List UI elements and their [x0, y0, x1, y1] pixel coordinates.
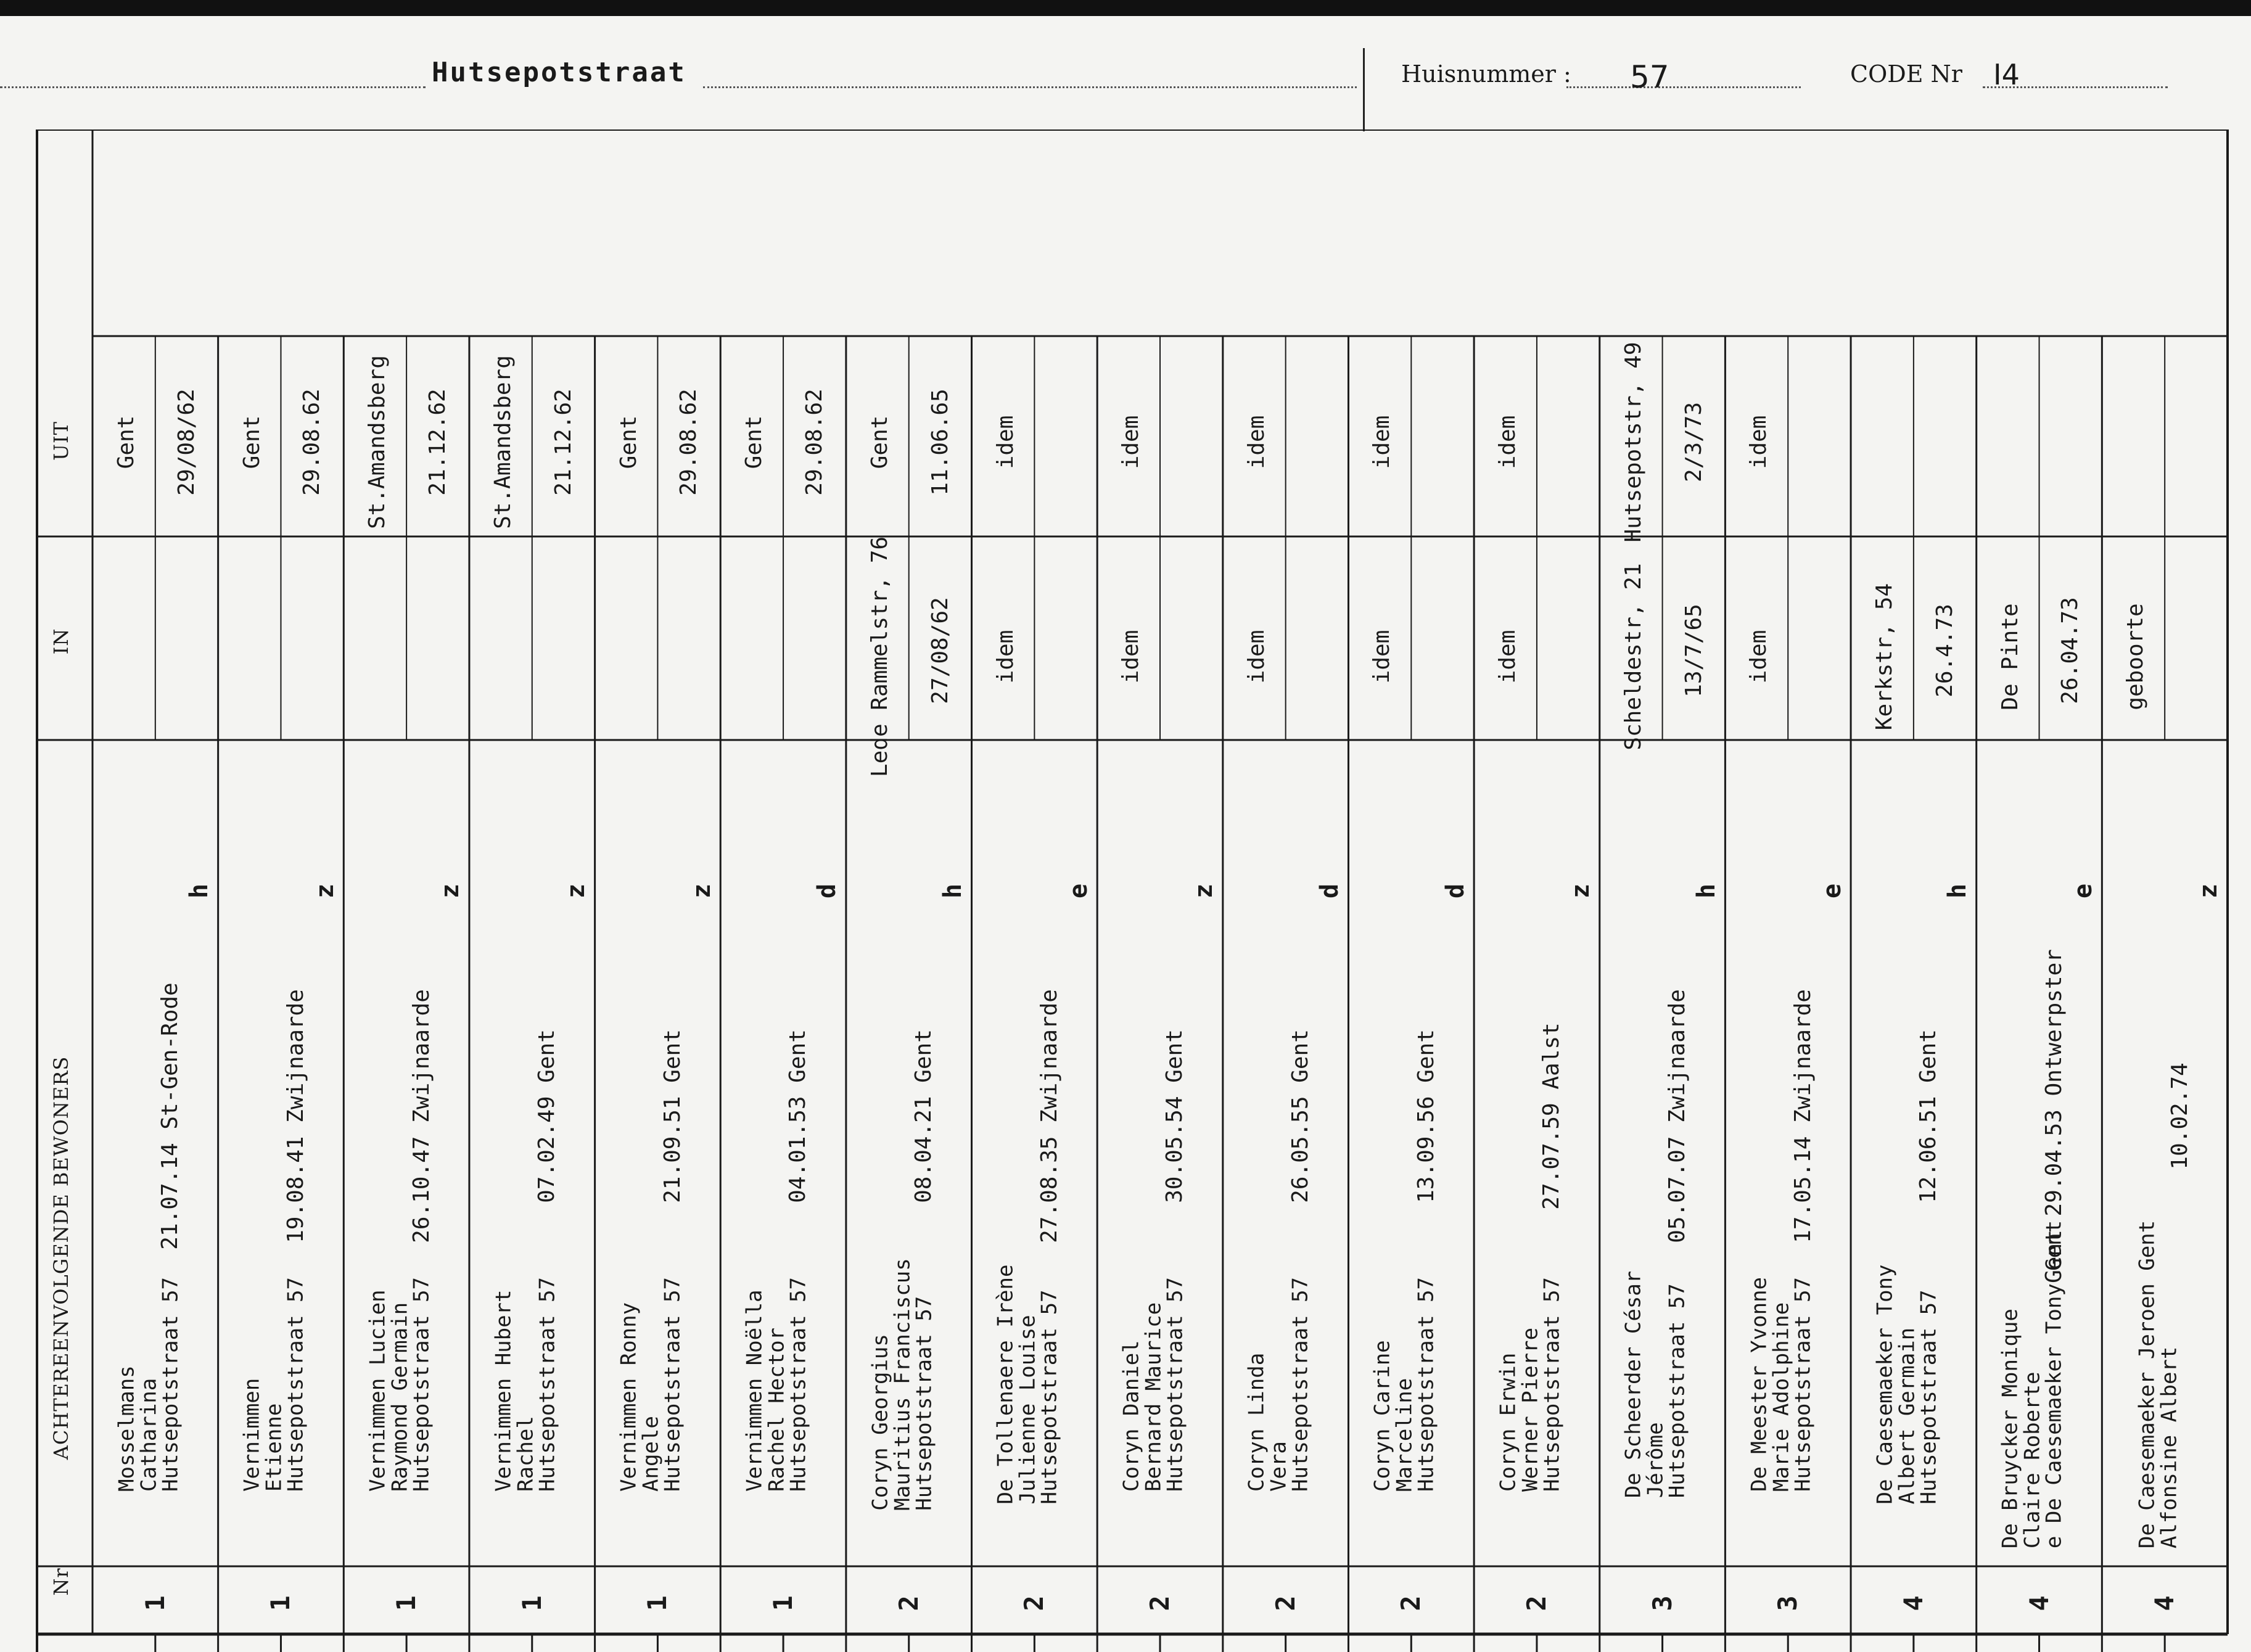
resident-sex: h	[1692, 883, 1721, 899]
resident-out-date: 29.08.62	[676, 388, 702, 496]
resident-name-line: Hutsepotstraat 57	[535, 1277, 560, 1492]
resident-name-line: Angele	[638, 1416, 664, 1492]
resident-name-block	[239, 1277, 309, 1492]
resident-out-place: idem	[992, 415, 1018, 469]
code-value: I4	[1993, 58, 2020, 91]
resident-sex: d	[1315, 883, 1344, 899]
resident-in-date: 26.4.73	[1932, 604, 1957, 697]
resident-name-line: Hutsepotstraat 57	[1916, 1289, 1941, 1505]
resident-name-line: Hutsepotstraat 57	[660, 1277, 686, 1492]
resident-sex: d	[813, 883, 842, 899]
resident-name-line: Hutsepotstraat 57	[1665, 1283, 1690, 1498]
resident-sex: z	[436, 883, 465, 899]
column-header-uit: UIT	[49, 421, 73, 461]
resident-sex: z	[310, 883, 339, 899]
resident-sex: z	[2194, 883, 2223, 899]
resident-name-line: Coryn Georgius	[867, 1334, 892, 1511]
resident-nr: 1	[265, 1595, 296, 1611]
resident-name-line: Bernard Maurice	[1140, 1302, 1166, 1492]
resident-name-line: Alfonsine Albert	[2156, 1346, 2181, 1549]
resident-birth: 04.01.53 Gent	[785, 1029, 811, 1203]
resident-name-line: Rachel Hector	[764, 1327, 789, 1492]
resident-out-place: Hutsepotstr, 49	[1620, 342, 1646, 543]
resident-sex: e	[1817, 883, 1846, 899]
resident-birth: 21.09.51 Gent	[659, 1029, 685, 1203]
resident-name-line: Coryn Carine	[1370, 1340, 1395, 1492]
resident-out-place: idem	[1369, 415, 1395, 469]
resident-in-place: geboorte	[2123, 603, 2149, 710]
resident-in-date: 26.04.73	[2057, 597, 2083, 704]
resident-name-line: De Caesemaeker Tony	[1872, 1264, 1898, 1505]
resident-in-place: Scheldestr, 21	[1620, 563, 1646, 750]
resident-nr: 4	[2149, 1595, 2180, 1611]
resident-name-line: De Bruycker Monique	[1998, 1309, 2023, 1549]
resident-name-block	[1246, 1277, 1312, 1492]
resident-name-block	[1497, 1277, 1563, 1492]
resident-sex: z	[562, 883, 591, 899]
resident-in-place: Lede Rammelstr, 76	[866, 536, 892, 778]
resident-name-line: Hutsepotstraat 57	[1790, 1277, 1816, 1492]
resident-name-line: Coryn Erwin	[1496, 1352, 1521, 1492]
resident-name-line: Marie Adolphine	[1769, 1302, 1794, 1492]
resident-in-place: Kerkstr, 54	[1872, 583, 1898, 731]
resident-name-line: Vernimmen Lucien	[365, 1289, 390, 1492]
resident-name-block	[1121, 1277, 1187, 1492]
resident-name-line: Coryn Daniel	[1119, 1340, 1144, 1492]
resident-name-block	[1749, 1277, 1815, 1492]
resident-birth: 27.07.59 Aalst	[1539, 1022, 1565, 1210]
resident-in-place: idem	[1243, 630, 1269, 684]
resident-birth: 13.09.56 Gent	[1413, 1029, 1439, 1203]
resident-name-line: Vernimmen Ronny	[616, 1302, 641, 1492]
resident-name-block	[116, 1277, 182, 1492]
resident-out-date: 21.12.62	[425, 388, 451, 496]
resident-name-line: Albert Germain	[1894, 1327, 1919, 1505]
resident-name-block	[493, 1277, 559, 1492]
resident-birth: 07.02.49 Gent	[534, 1029, 560, 1203]
resident-out-date: 29.08.62	[299, 388, 325, 496]
resident-birth: 05.07.07 Zwijnaarde	[1665, 989, 1690, 1243]
resident-birth: 12.06.51 Gent	[1916, 1029, 1941, 1203]
resident-out-place: Gent	[741, 415, 767, 469]
resident-name-block	[1623, 1271, 1689, 1498]
resident-name-block	[867, 1258, 937, 1511]
resident-name-line: Claire Roberte	[2020, 1371, 2045, 1549]
resident-in-place: De Pinte	[1997, 603, 2023, 710]
resident-in-place: idem	[1495, 630, 1521, 684]
resident-name-line: Vera	[1266, 1441, 1291, 1492]
resident-out-date: 29/08/62	[173, 388, 199, 496]
resident-name-line: Hutsepotstraat 57	[1414, 1277, 1439, 1492]
resident-name-line: Raymond Germain	[387, 1302, 413, 1492]
resident-in-date: 27/08/62	[927, 597, 953, 704]
resident-sex: h	[938, 883, 967, 899]
resident-sex: z	[1190, 883, 1219, 899]
resident-nr: 2	[1521, 1595, 1552, 1611]
resident-birth: 10.02.74	[2167, 1062, 2192, 1170]
card-header	[0, 37, 2251, 129]
resident-in-place: idem	[1746, 630, 1772, 684]
resident-out-place: Gent	[866, 415, 892, 469]
resident-birth: 30.05.54 Gent	[1162, 1029, 1188, 1203]
resident-birth: 21.07.14 St-Gen-Rode	[157, 982, 183, 1250]
resident-nr: 4	[2023, 1595, 2054, 1611]
resident-in-place: idem	[1118, 630, 1144, 684]
resident-name-line: Hutsepotstraat 57	[409, 1277, 434, 1492]
resident-birth: Gent 29.04.53 Ontwerpster	[2041, 949, 2067, 1283]
resident-sex: e	[1064, 883, 1093, 899]
resident-out-place: idem	[1495, 415, 1521, 469]
resident-nr: 4	[1898, 1595, 1928, 1611]
resident-name-line: Vernimmen Hubert	[491, 1289, 516, 1492]
header-separator	[1363, 48, 1365, 131]
house-number-dotted-line	[1566, 86, 1801, 88]
resident-in-place: idem	[992, 630, 1018, 684]
resident-nr: 1	[391, 1595, 422, 1611]
column-header-bewoners: ACHTEREENVOLGENDE BEWONERS	[49, 1056, 73, 1460]
resident-name-block	[995, 1265, 1061, 1505]
resident-out-place: Gent	[615, 415, 641, 469]
resident-birth: 19.08.41 Zwijnaarde	[283, 989, 309, 1243]
resident-nr: 1	[642, 1595, 673, 1611]
resident-out-date: 11.06.65	[927, 388, 953, 496]
resident-sex: z	[687, 883, 716, 899]
resident-name-line: De Tollenaere Irène	[993, 1264, 1018, 1505]
resident-in-date: 13/7/65	[1681, 604, 1706, 697]
resident-name-line: De Scheerder César	[1621, 1270, 1646, 1498]
resident-name-line: Werner Pierre	[1517, 1327, 1542, 1492]
resident-out-place: Gent	[113, 415, 139, 469]
resident-nr: 2	[1270, 1595, 1301, 1611]
resident-out-date: 2/3/73	[1681, 401, 1706, 483]
resident-out-date: 29.08.62	[802, 388, 828, 496]
resident-out-place: St.Amandsberg	[364, 355, 390, 529]
resident-name-line: Hutsepotstraat 57	[1288, 1277, 1314, 1492]
resident-birth: 26.10.47 Zwijnaarde	[408, 989, 434, 1243]
resident-out-place: Gent	[239, 415, 265, 469]
resident-name-block	[367, 1277, 433, 1492]
resident-birth: 26.05.55 Gent	[1288, 1029, 1314, 1203]
resident-name-block	[616, 1277, 686, 1492]
resident-out-place: idem	[1243, 415, 1269, 469]
resident-name-line: Hutsepotstraat 57	[912, 1296, 937, 1511]
resident-name-line: Hutsepotstraat 57	[786, 1277, 811, 1492]
code-label: CODE Nr	[1850, 60, 1962, 88]
resident-sex: e	[2068, 883, 2097, 899]
resident-out-place: idem	[1118, 415, 1144, 469]
resident-sex: h	[1943, 883, 1972, 899]
resident-name-line: Hutsepotstraat 57	[1163, 1277, 1188, 1492]
resident-name-line: Mosselmans	[114, 1365, 139, 1492]
resident-nr: 1	[516, 1595, 547, 1611]
house-number-value: 57	[1630, 59, 1669, 95]
street-dotted-line-left	[0, 86, 426, 88]
resident-name-line: De Meester Yvonne	[1747, 1277, 1772, 1492]
resident-name-line: Vernimmen	[239, 1378, 265, 1492]
resident-nr: 2	[893, 1595, 924, 1611]
resident-name-block	[1372, 1277, 1438, 1492]
column-header-nr: Nr	[49, 1568, 73, 1596]
resident-name-line: Coryn Linda	[1244, 1352, 1269, 1492]
street-dotted-line-right	[703, 86, 1357, 88]
resident-name-line: Hutsepotstraat 57	[1539, 1277, 1565, 1492]
resident-name-line: Jérôme	[1643, 1422, 1668, 1498]
residents-table	[0, 129, 2251, 1652]
resident-name-line: e De Caesemaeker Tony Gent	[2042, 1220, 2067, 1549]
resident-name-block	[1874, 1265, 1940, 1505]
resident-name-block	[744, 1277, 810, 1492]
resident-birth: 27.08.35 Zwijnaarde	[1036, 989, 1062, 1243]
resident-name-line: Julienne Louise	[1015, 1315, 1040, 1505]
resident-out-date: 21.12.62	[550, 388, 576, 496]
column-header-in: IN	[49, 628, 73, 655]
resident-name-line: Marceline	[1392, 1378, 1417, 1492]
resident-nr: 2	[1144, 1595, 1175, 1611]
resident-in-place: idem	[1369, 630, 1395, 684]
resident-nr: 1	[139, 1595, 170, 1611]
resident-nr: 1	[768, 1595, 798, 1611]
resident-sex: h	[185, 883, 214, 899]
street-name: Hutsepotstraat	[432, 57, 686, 88]
resident-birth: 17.05.14 Zwijnaarde	[1790, 989, 1816, 1243]
resident-nr: 2	[1396, 1595, 1426, 1611]
resident-name-line: Hutsepotstraat 57	[158, 1277, 183, 1492]
resident-name-line: Mauritius Franciscus	[889, 1258, 915, 1511]
resident-nr: 3	[1772, 1595, 1803, 1611]
resident-name-line: Etienne	[261, 1403, 287, 1492]
resident-sex: d	[1441, 883, 1470, 899]
resident-name-line: Hutsepotstraat 57	[284, 1277, 309, 1492]
resident-sex: z	[1566, 883, 1595, 899]
resident-nr: 3	[1647, 1595, 1677, 1611]
resident-name-line: Hutsepotstraat 57	[1037, 1289, 1062, 1505]
resident-name-line: De Caesemaeker Jeroen Gent	[2134, 1220, 2160, 1549]
resident-name-line: Vernimmen Noëlla	[742, 1289, 767, 1492]
resident-out-place: idem	[1746, 415, 1772, 469]
resident-name-line: Catharina	[136, 1378, 161, 1492]
resident-name-block	[2136, 1220, 2180, 1548]
resident-nr: 2	[1019, 1595, 1050, 1611]
resident-name-line: Rachel	[512, 1416, 538, 1492]
resident-out-place: St.Amandsberg	[490, 355, 516, 529]
top-edge-bar	[0, 0, 2251, 16]
house-number-label: Huisnummer :	[1401, 60, 1571, 88]
resident-birth: 08.04.21 Gent	[911, 1029, 937, 1203]
